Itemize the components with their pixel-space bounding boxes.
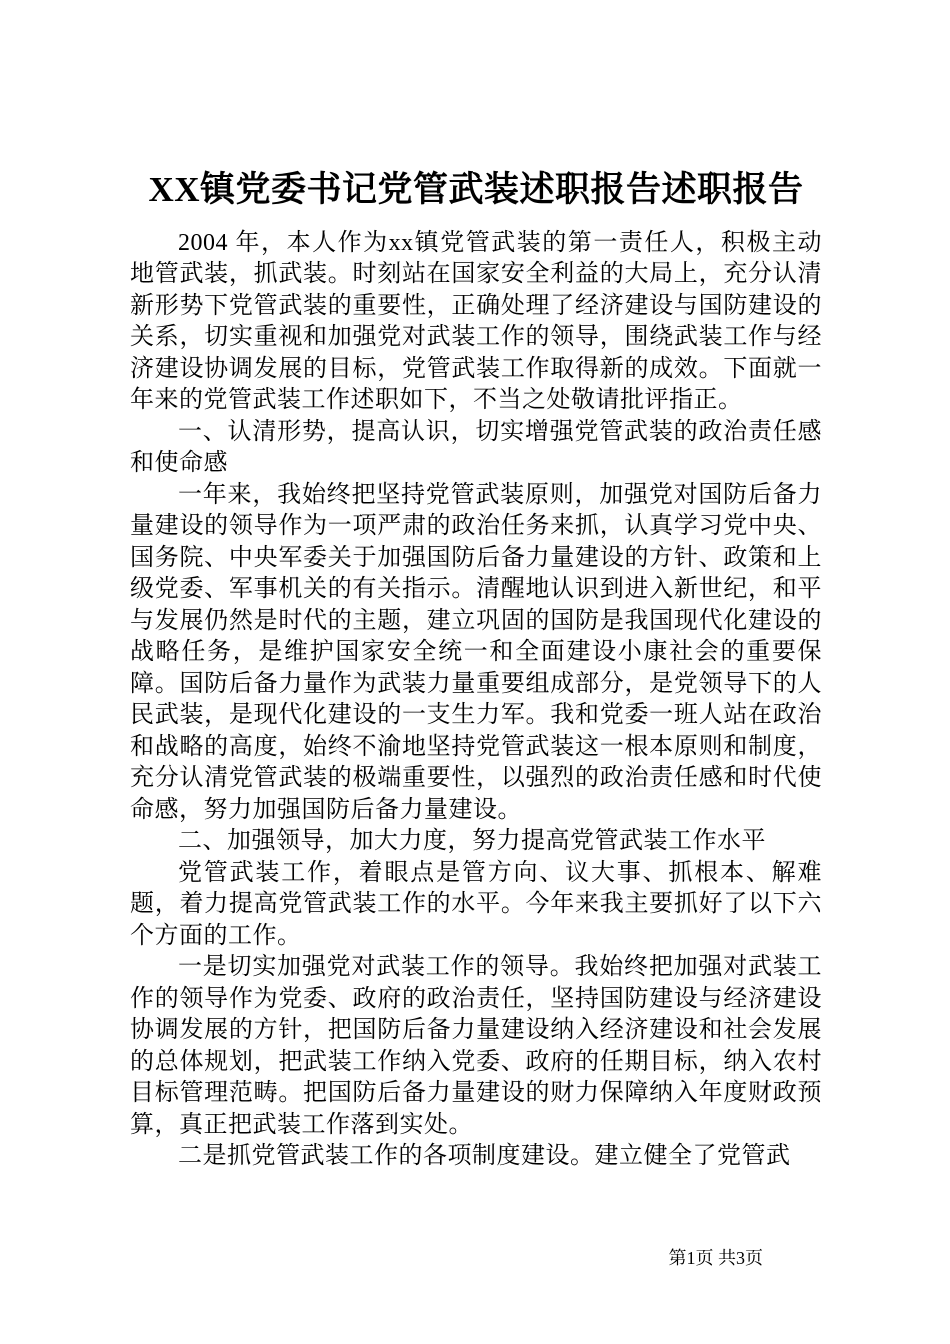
- page-footer: [669, 1244, 764, 1270]
- document-body: [130, 228, 822, 1173]
- paragraph-section-1-body: 一年来，我始终把坚持党管武装原则，加强党对国防后备力量建设的领导作为一项严肃的政治任务来抓，认真学习党中央、国务院、中央军委关于加强国防后备力量建设的方针、政策和上级党委、军事机关的有关指示。清醒地认识到进入新世纪，和平与发展仍然是时代的主题，建立巩固的国防是我国现代化建设的战略任务，是维护国家安全统一和全面建设小康社会的重要保障。国防后备力量作为武装力量重要组成部分，是党领导下的人民武装，是现代化建设的一支生力军。我和党委一班人站在政治和战略的高度，始终不渝地坚持党管武装这一根本原则和制度，充分认清党管武装的极端重要性，以强烈的政治责任感和时代使命感，努力加强国防后备力量建设。: [130, 481, 822, 823]
- paragraph-point-1: 一是切实加强党对武装工作的领导。我始终把加强对武装工作的领导作为党委、政府的政治责任，坚持国防建设与经济建设协调发展的方针，把国防后备力量建设纳入经济建设和社会发展的总体规划，把武装工作纳入党委、政府的任期目标，纳入农村目标管理范畴。把国防后备力量建设的财力保障纳入年度财政预算，真正把武装工作落到实处。: [130, 954, 822, 1138]
- paragraph-point-2-partial: 二是抓党管武装工作的各项制度建设。建立健全了党管武: [178, 1143, 791, 1170]
- paragraph-section-1-heading: 一、认清形势，提高认识，切实增强党管武装的政治责任感和使命感: [130, 418, 822, 477]
- paragraph-section-2-heading: 二、加强领导，加大力度，努力提高党管武装工作水平: [178, 828, 766, 855]
- document-title: XX镇党委书记党管武装述职报告述职报告: [148, 170, 804, 209]
- paragraph-intro: 2004 年，本人作为xx镇党管武装的第一责任人，积极主动地管武装，抓武装。时刻站在国家安全利益的大局上，充分认清新形势下党管武装的重要性，正确处理了经济建设与国防建设的关系，切实重视和加强党对武装工作的领导，围绕武装工作与经济建设协调发展的目标，党管武装工作取得新的成效。下面就一年来的党管武装工作述职如下，不当之处敬请批评指正。: [130, 229, 822, 414]
- paragraph-section-2-intro: 党管武装工作，着眼点是管方向、议大事、抓根本、解难题，着力提高党管武装工作的水平。今年来我主要抓好了以下六个方面的工作。: [130, 859, 822, 949]
- page-number-label: 第1页 共3页: [668, 1248, 763, 1268]
